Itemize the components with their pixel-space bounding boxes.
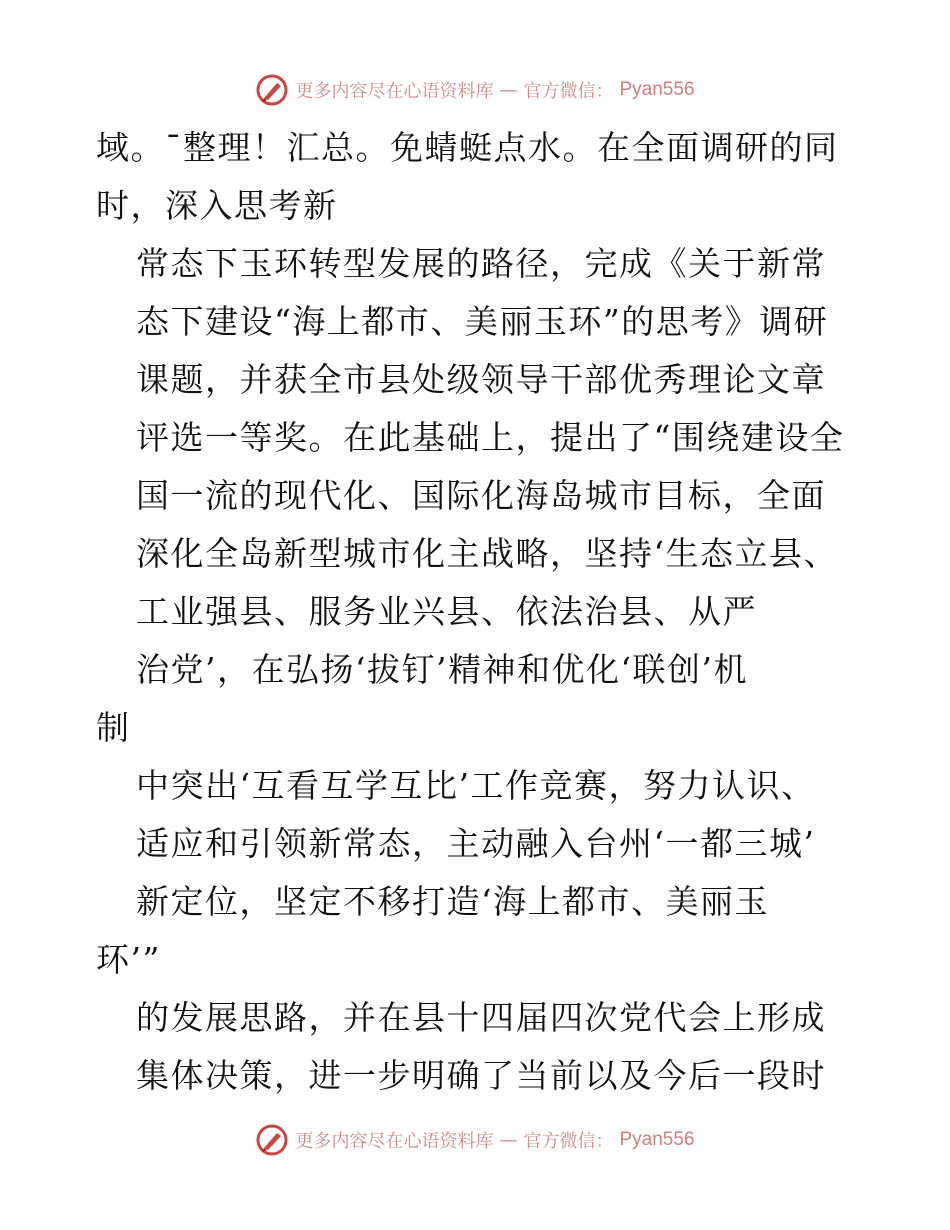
pen-logo-icon — [255, 1123, 289, 1157]
footer-watermark — [0, 1118, 950, 1162]
text-line: 课题，并获全市县处级领导干部优秀理论文章 — [136, 360, 826, 399]
watermark-text: 更多内容尽在心语资料库 — [295, 1131, 494, 1152]
text-line: 环’” — [96, 940, 161, 979]
text-line: 时，深入思考新 — [96, 186, 338, 225]
watermark-dash: — — [499, 1129, 518, 1151]
text-line: 中突出‘互看互学互比’工作竞赛，努力认识、 — [136, 766, 816, 805]
watermark-label: 官方微信： — [523, 81, 614, 102]
text-line: 的发展思路，并在县十四届四次党代会上形成 — [136, 998, 826, 1037]
watermark-text: 更多内容尽在心语资料库 — [295, 81, 494, 102]
text-line: 集体决策，进一步明确了当前以及今后一段时 — [136, 1056, 826, 1095]
watermark-dash: — — [499, 79, 518, 101]
pen-logo-icon — [255, 73, 289, 107]
watermark-label: 官方微信： — [523, 1131, 614, 1152]
text-line: 制 — [96, 708, 131, 747]
text-line: 新定位，坚定不移打造‘海上都市、美丽玉 — [136, 882, 769, 921]
text-line: 适应和引领新常态，主动融入台州‘一都三城’ — [136, 824, 816, 863]
text-line: 治党’，在弘扬‘拔钉’精神和优化‘联创’机 — [136, 650, 748, 689]
watermark-id: Pyan556 — [619, 79, 695, 100]
text-line: 深化全岛新型城市化主战略，坚持‘生态立县、 — [136, 534, 838, 573]
text-line: 工业强县、服务业兴县、依法治县、从严 — [136, 592, 757, 631]
text-line: 评选一等奖。在此基础上，提出了“围绕建设全 — [136, 418, 845, 457]
watermark-id: Pyan556 — [619, 1129, 695, 1150]
text-line: 态下建设“海上都市、美丽玉环”的思考》调研 — [136, 302, 829, 341]
header-watermark — [0, 68, 950, 112]
text-line: 常态下玉环转型发展的路径，完成《关于新常 — [136, 244, 826, 283]
text-line: 域。¯整理！汇总。免蜻蜓点水。在全面调研的同 — [96, 128, 839, 167]
text-line: 国一流的现代化、国际化海岛城市目标，全面 — [136, 476, 826, 515]
